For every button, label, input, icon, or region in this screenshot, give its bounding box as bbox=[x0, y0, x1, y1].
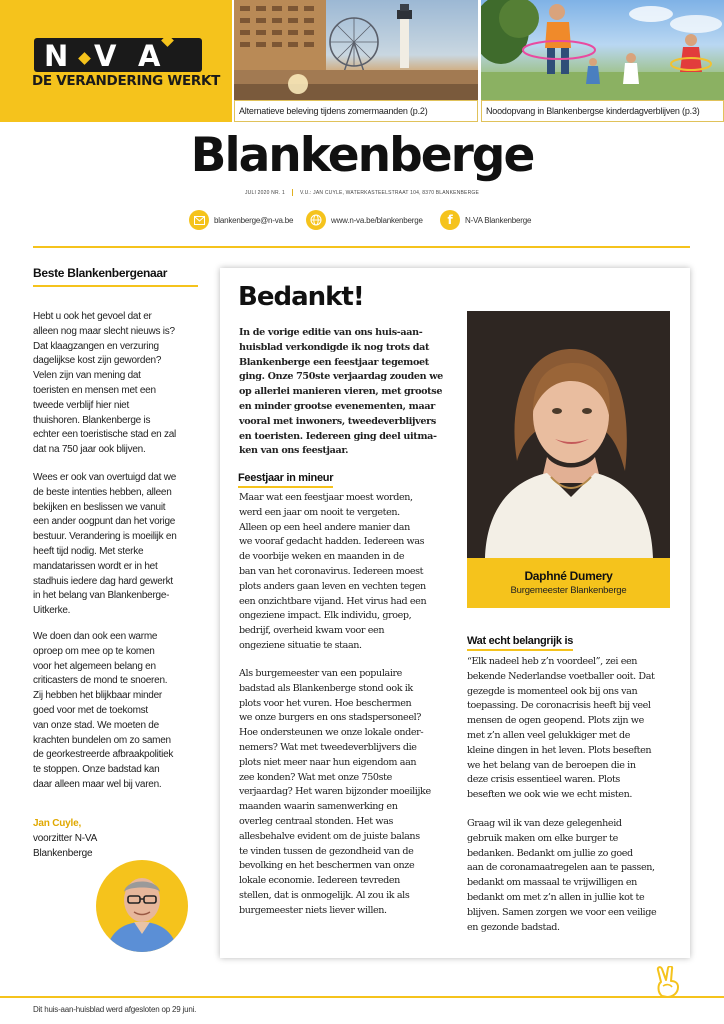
divider-line bbox=[33, 246, 690, 248]
chairman-column bbox=[33, 266, 198, 859]
contact-facebook-label: N-VA Blankenberge bbox=[465, 215, 532, 225]
issue-number: JULI 2020 NR. 1 bbox=[244, 189, 285, 196]
article-paragraph: Graag wil ik van deze gelegenheid gebruik maken om elke burger te bedanken. Bedankt om jullie zo goed aan de coronamaatregelen aan te passen, bedankt om massaal te vrijwilligen en bedankt om met z’n allen in jullie kot te blijven. Samen zorgen we voor een veilige en gezonde badstad. bbox=[467, 818, 657, 933]
contact-bar bbox=[189, 209, 549, 231]
article-paragraph: Als burgemeester van een populaire badstad als Blankenberge stond ook ik plots voor het vuren. Hoe beschermen we onze burgers en ons stadspersoneel? Hoe ondersteunen we onze lokale onder- nemers? Wat met tweedeverblijvers die plots niet meer naar hun eigendom aan zee konden? Wat met onze 750ste verjaardag? Het waren bijzonder moeilijke maanden waarin samenwerking en overleg centraal stonden. Het was allesbehalve evident om de juiste balans te vinden tussen de gezondheid van de bevolking en het beschermen van onze lokale economie. Iedereen tevreden stellen, dat is onmogelijk. Al zou ik als burgemeester niets liever willen. bbox=[239, 668, 431, 916]
column-heading: Beste Blankenbergenaar bbox=[33, 266, 198, 287]
signature-name: Jan Cuyle, bbox=[33, 818, 82, 829]
portrait-role: Burgemeester Blankenberge bbox=[510, 585, 627, 596]
signature-role: voorzitter N-VA bbox=[33, 832, 98, 844]
globe-icon bbox=[306, 210, 326, 230]
divider bbox=[292, 189, 293, 196]
chairman-avatar bbox=[96, 860, 188, 952]
column-paragraph: We doen dan ook een warme oproep om mee op te komen voor het algemeen belang en criticasters de mond te snoeren. Zij hebben het blijkbaar minder goed voor met de toekomst van onze stad. We moeten de krachten bundelen om zo samen de georkestreerde afbraakpolitiek te stoppen. Onze badstad kan daar alleen maar wel bij varen. bbox=[33, 631, 174, 790]
article-card bbox=[220, 268, 690, 958]
nva-logo: N V A bbox=[34, 38, 202, 72]
issue-line bbox=[0, 189, 724, 196]
publisher-info: V.U.: JAN CUYLE, WATERKASTEELSTRAAT 104, 8370 BLANKENBERGE bbox=[299, 189, 480, 196]
photo-caption: Alternatieve beleving tijdens zomermaanden (p.2) bbox=[234, 100, 478, 122]
article-title: Bedankt! bbox=[238, 282, 364, 312]
logo-panel bbox=[0, 0, 232, 122]
photo-seafront bbox=[234, 0, 478, 100]
article-paragraph: “Elk nadeel heb z’n voordeel”, zei een bekende Nederlandse voetballer ooit. Dat gezegde is momenteel ook bij ons van toepassing. De coronacrisis heeft bij veel mensen de ogen geopend. Plots zijn we met z’n allen veel gelukkiger met de kleine dingen in het leven. Plots beseften we het belang van de beroepen die in deze crisis essentieel waren. Plots beseften we ook wie we echt misten. bbox=[467, 656, 655, 801]
mayor-portrait bbox=[467, 311, 670, 558]
portrait-name: Daphné Dumery bbox=[524, 569, 613, 583]
signature-place: Blankenberge bbox=[33, 847, 93, 859]
column-paragraph: Wees er ook van overtuigd dat we de beste intenties hebben, alleen bekijken en beslissen we vanuit een ander oogpunt dan het vorige bestuur. Verandering is moeilijk en heeft tijd nodig. Met sterke mandatarissen wordt er in het stadhuis iedere dag hard gewerkt in het belang van Blankenberge- Uitkerke. bbox=[33, 472, 177, 617]
portrait-caption bbox=[467, 558, 670, 608]
column-signature bbox=[33, 817, 97, 861]
footer-line bbox=[0, 996, 724, 998]
photo-childcare bbox=[481, 0, 724, 100]
section-heading: Wat echt belangrijk is bbox=[467, 635, 573, 651]
contact-website[interactable] bbox=[306, 209, 423, 231]
victory-hand-icon bbox=[653, 966, 683, 998]
article-intro: In de vorige editie van ons huis-aan- huisblad verkondigde ik nog trots dat Blankenberge een feestjaar tegemoet ging. Onze 750ste verjaardag zouden we op allerlei manieren vieren, met grootse en minder grootse evenementen, maar vooral met inwoners, tweedeverblijvers en toeristen. Iedereen ging deel uitma- ken van ons feestjaar. bbox=[239, 327, 443, 457]
newsletter-title: Blankenberge bbox=[190, 128, 534, 183]
column-paragraph: Hebt u ook het gevoel dat er alleen nog maar slecht nieuws is? Dat klaagzangen en verzuring dagelijkse kost zijn geworden? Velen zijn van mening dat toeristen en mensen met een tweede verblijf hier niet thuishoren. Blankenberge is echter een toeristische stad en zal dat na 750 jaar ook blijven. bbox=[33, 311, 177, 456]
facebook-icon: f bbox=[440, 210, 460, 230]
contact-facebook[interactable] bbox=[440, 209, 531, 231]
contact-website-label: www.n-va.be/blankenberge bbox=[331, 215, 423, 225]
contact-email-label: blankenberge@n-va.be bbox=[214, 215, 294, 225]
section-heading: Feestjaar in mineur bbox=[238, 472, 333, 488]
contact-email[interactable] bbox=[189, 209, 293, 231]
logo-tagline: DE VERANDERING WERKT bbox=[32, 73, 221, 89]
photo-caption: Noodopvang in Blankenbergse kinderdagverblijven (p.3) bbox=[481, 100, 724, 122]
article-paragraph: Maar wat een feestjaar moest worden, werd een jaar om nooit te vergeten. Alleen op een heel andere manier dan we vooraf gedacht hadden. Iedereen was de voorbije weken en maanden in de ban van het coronavirus. Iedereen moest plots anders gaan leven en vechten tegen een onzichtbare vijand. Het virus had een ongeziene impact. Elk individu, groep, bedrijf, overheid kwam voor een ongeziene situatie te staan. bbox=[239, 492, 427, 651]
email-icon bbox=[189, 210, 209, 230]
footer-note: Dit huis-aan-huisblad werd afgesloten op 29 juni. bbox=[33, 1005, 197, 1014]
